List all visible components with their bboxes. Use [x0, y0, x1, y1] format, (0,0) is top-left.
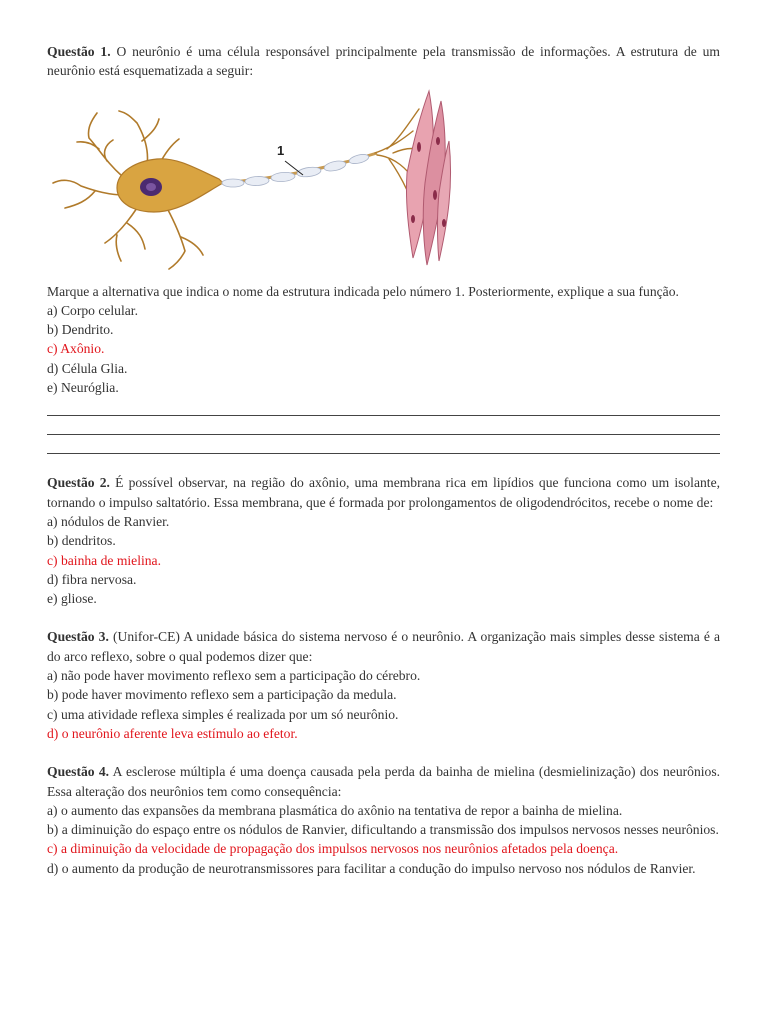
q4-option-a: a) o aumento das expansões da membrana plasmática do axônio na tentativa de repor a bainha de mielina.: [47, 802, 623, 818]
q1-prompt: Marque a alternativa que indica o nome da estrutura indicada pelo número 1. Posteriormente, explique a sua função.: [47, 283, 679, 299]
q1-answer-lines: [47, 397, 720, 454]
q1-option-b: b) Dendrito.: [47, 322, 114, 338]
q3-option-d-correct: d) o neurônio aferente leva estímulo ao efetor.: [47, 725, 298, 741]
figure-label-1: 1: [277, 142, 285, 158]
q3-text: Questão 3. (Unifor-CE) A unidade básica do sistema nervoso é o neurônio. A organização mais simples desse sistema é a do arco reflexo, sobre o qual podemos dizer que:: [47, 629, 721, 664]
q1-option-d: d) Célula Glia.: [47, 360, 128, 376]
content: [47, 42, 720, 878]
q2-option-c-correct: c) bainha de mielina.: [47, 552, 161, 568]
answer-line[interactable]: [47, 416, 720, 435]
q1-option-c-correct: c) Axônio.: [47, 341, 105, 357]
q2-label: Questão 2.: [47, 475, 110, 491]
q4-label: Questão 4.: [47, 764, 110, 780]
q3-option-c: c) uma atividade reflexa simples é realizada por um só neurônio.: [47, 706, 399, 722]
neuron-diagram: [47, 83, 467, 279]
q1-intro: [47, 42, 720, 81]
q2-text: Questão 2. É possível observar, na região do axônio, uma membrana rica em lipídios que funciona como um isolante, tornando o impulso saltatório. Essa membrana, que é formada por prolongamentos de oligodendrócitos, recebe o nome de:: [47, 475, 720, 510]
q2-option-b: b) dendritos.: [47, 533, 116, 549]
q4-option-b: b) a diminuição do espaço entre os nódulos de Ranvier, dificultando a transmissão dos impulsos nervosos nesses neurônios.: [47, 822, 719, 838]
q1-intro-text: O neurônio é uma célula responsável principalmente pela transmissão de informações. A estrutura de um neurônio está esquematizada a seguir:: [47, 44, 721, 79]
q4-option-d: d) o aumento da produção de neurotransmissores para facilitar a condução do impulso nervoso nos nódulos de Ranvier.: [47, 860, 696, 876]
q3-option-b: b) pode haver movimento reflexo sem a participação da medula.: [47, 687, 397, 703]
q2-option-a: a) nódulos de Ranvier.: [47, 513, 170, 529]
q3-label: Questão 3.: [47, 629, 109, 645]
answer-line[interactable]: [47, 397, 720, 416]
q4-option-c-correct: c) a diminuição da velocidade de propagação dos impulsos nervosos nos neurônios afetados pela doença.: [47, 841, 619, 857]
q1-label: Questão 1.: [47, 44, 111, 59]
q1-option-a: a) Corpo celular.: [47, 302, 138, 318]
q2-option-e: e) gliose.: [47, 591, 97, 607]
cell-body: [117, 158, 223, 211]
neuron-figure: [47, 83, 720, 279]
q1-option-e: e) Neuróglia.: [47, 380, 119, 396]
q2-option-d: d) fibra nervosa.: [47, 571, 137, 587]
q4-text: Questão 4. A esclerose múltipla é uma doença causada pela perda da bainha de mielina (desmielinização) dos neurônios. Essa alteração dos neurônios tem como consequência:: [47, 764, 721, 799]
answer-line[interactable]: [47, 435, 720, 454]
q3-option-a: a) não pode haver movimento reflexo sem a participação do cérebro.: [47, 668, 421, 684]
